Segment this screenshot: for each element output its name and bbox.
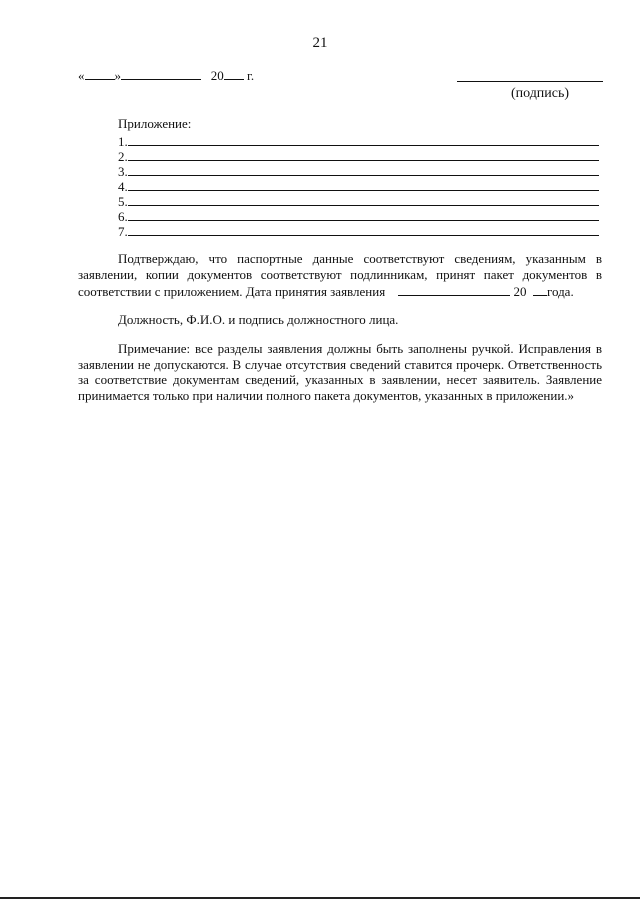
official-text: Должность, Ф.И.О. и подпись должностного лица. (118, 312, 399, 327)
appendix-item-number: 6. (118, 208, 128, 224)
acceptance-year-prefix: 20 (513, 284, 527, 299)
official-paragraph (78, 312, 602, 328)
appendix-item-number: 7. (118, 223, 128, 239)
appendix-item-line[interactable] (128, 174, 599, 176)
year-prefix: 20 (210, 68, 224, 83)
appendix-row (118, 193, 599, 208)
appendix-row (118, 133, 599, 148)
acceptance-year-suffix: года. (546, 284, 574, 299)
page-number: 21 (312, 35, 328, 51)
appendix-item-number: 5. (118, 193, 128, 209)
appendix-row (118, 223, 599, 238)
signature-block (457, 70, 603, 103)
appendix-item-line[interactable] (128, 219, 599, 221)
appendix-item-line[interactable] (128, 189, 599, 191)
appendix-item-line[interactable] (128, 159, 599, 161)
acceptance-year-blank[interactable] (533, 283, 547, 296)
appendix-row (118, 148, 599, 163)
appendix-row (118, 208, 599, 223)
month-blank[interactable] (121, 67, 201, 80)
confirmation-paragraph (78, 251, 602, 300)
appendix-title: Приложение: (118, 116, 192, 131)
close-quote: » (114, 68, 121, 83)
year-suffix: г. (247, 68, 255, 83)
year-blank[interactable] (224, 67, 244, 80)
appendix-item-number: 1. (118, 133, 128, 149)
appendix-item-line[interactable] (128, 204, 599, 206)
day-blank[interactable] (85, 67, 115, 80)
appendix (118, 116, 599, 238)
signature-line[interactable] (457, 70, 603, 82)
confirmation-text: Подтверждаю, что паспортные данные соответствуют сведениям, указанным в заявлении, копии документов соответствуют подлинникам, принят пакет документов в соответствии с приложением. Дата принятия заявления (78, 251, 602, 299)
appendix-item-line[interactable] (128, 144, 599, 146)
appendix-row (118, 178, 599, 193)
acceptance-date-blank[interactable] (398, 283, 510, 296)
appendix-item-line[interactable] (128, 234, 599, 236)
appendix-row (118, 163, 599, 178)
note-paragraph (78, 341, 602, 403)
appendix-item-number: 4. (118, 178, 128, 194)
open-quote: « (78, 68, 85, 83)
appendix-item-number: 2. (118, 148, 128, 164)
page-bottom-rule (0, 897, 640, 899)
note-text: Примечание: все разделы заявления должны быть заполнены ручкой. Исправления в заявлении не допускаются. В случае отсутствия сведений ставится прочерк. Ответственность за соответствие документам сведений, указанных в заявлении, несет заявитель. Заявление принимается только при наличии полного пакета документов, указанных в приложении.» (78, 341, 602, 403)
appendix-item-number: 3. (118, 163, 128, 179)
signature-label: (подпись) (510, 86, 570, 101)
date-line (78, 67, 254, 84)
